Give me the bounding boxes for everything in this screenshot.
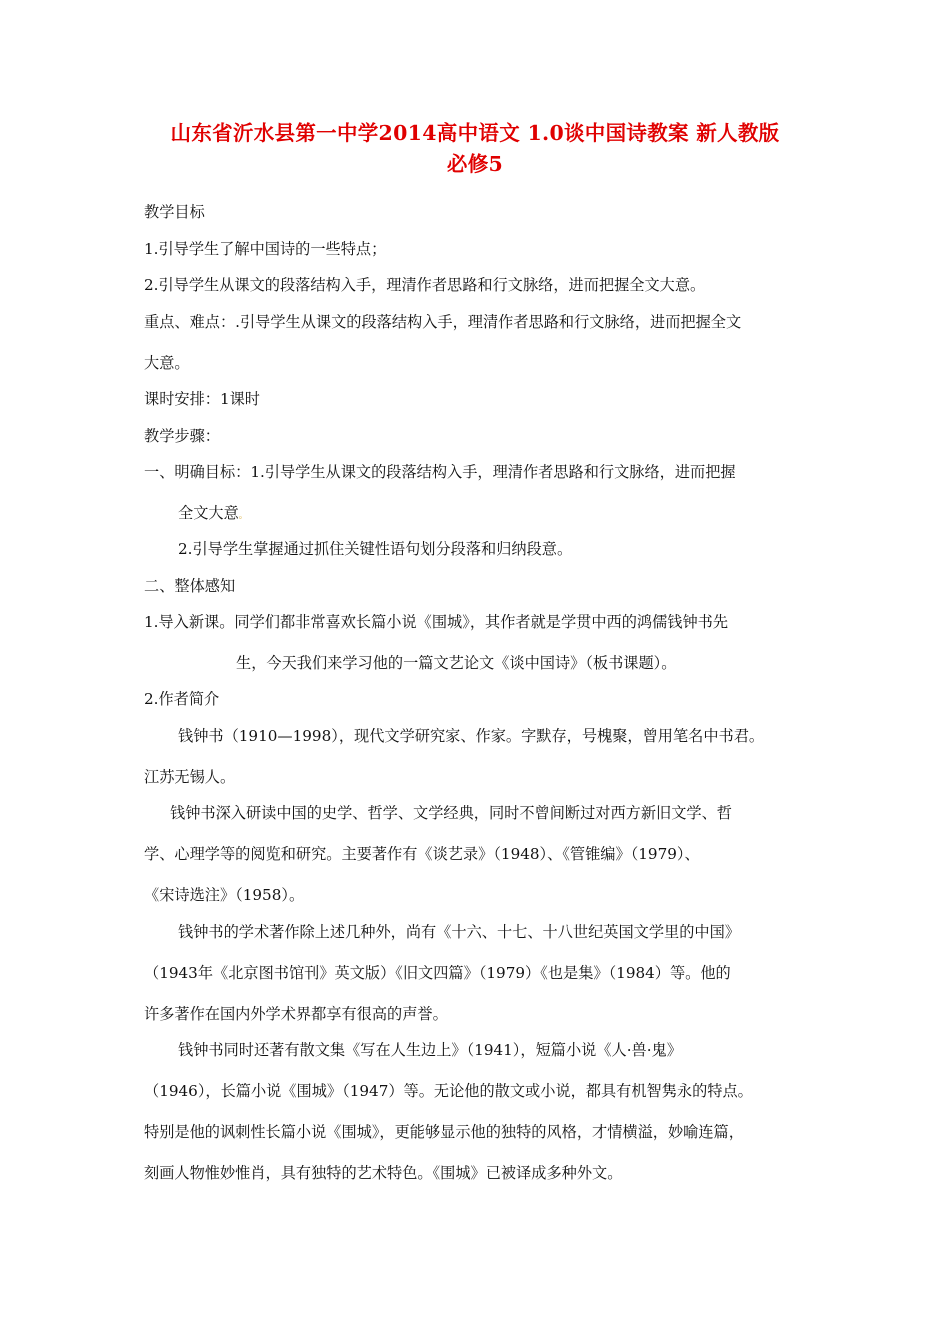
key-points: 重点、难点：.引导学生从课文的段落结构入手，理清作者思路和行文脉络，进而把握全文 (144, 313, 742, 331)
author-para-1-cont: 江苏无锡人。 (144, 768, 236, 786)
intro-new-lesson-cont: 生，今天我们来学习他的一篇文艺论文《谈中国诗》（板书课题）。 (236, 654, 677, 672)
author-para-4-cont: （1946），长篇小说《围城》（1947）等。无论他的散文或小说，都具有机智隽永的特点。 (144, 1082, 753, 1100)
author-para-2-end: 《宋诗选注》（1958）。 (144, 886, 305, 904)
page-title (120, 118, 830, 180)
period-mark: 。 (238, 511, 248, 521)
author-para-2-cont: 学、心理学等的阅览和研究。主要著作有《谈艺录》（1948）、《管锥编》（1979）、 (144, 845, 700, 863)
section-overview: 二、整体感知 (144, 577, 236, 595)
author-para-4: 钱钟书同时还著有散文集《写在人生边上》（1941），短篇小说《人·兽·鬼》 (178, 1041, 682, 1059)
author-para-2: 钱钟书深入研读中国的史学、哲学、文学经典，同时不曾间断过对西方新旧文学、哲 (170, 804, 732, 822)
objective-2: 2.引导学生从课文的段落结构入手，理清作者思路和行文脉络，进而把握全文大意。 (144, 276, 706, 294)
section-heading-objectives: 教学目标 (144, 203, 205, 221)
objective-1: 1.引导学生了解中国诗的一些特点； (144, 240, 387, 258)
steps-heading: 教学步骤： (144, 427, 220, 445)
author-para-3-cont: （1943年《北京图书馆刊》英文版）《旧文四篇》（1979）《也是集》（1984）等。他的 (144, 964, 731, 982)
step-1-goal-cont (178, 503, 248, 526)
key-points-cont: 大意。 (144, 354, 190, 372)
intro-new-lesson: 1.导入新课。同学们都非常喜欢长篇小说《围城》，其作者就是学贯中西的鸿儒钱钟书先 (144, 613, 729, 631)
step-1-goal-2: 2.引导学生掌握通过抓住关键性语句划分段落和归纳段意。 (178, 540, 573, 558)
author-para-4-cont-2: 特别是他的讽刺性长篇小说《围城》，更能够显示他的独特的风格，才情横溢，妙喻连篇， (144, 1123, 744, 1141)
author-para-1: 钱钟书（1910—1998），现代文学研究家、作家。字默存，号槐聚，曾用笔名中书君。 (178, 727, 765, 745)
schedule: 课时安排：1课时 (144, 390, 260, 408)
author-para-4-end: 刻画人物惟妙惟肖，具有独特的艺术特色。《围城》已被译成多种外文。 (144, 1164, 623, 1182)
author-heading: 2.作者简介 (144, 690, 220, 708)
author-para-3: 钱钟书的学术著作除上述几种外，尚有《十六、十七、十八世纪英国文学里的中国》 (178, 923, 740, 941)
step-1-goal: 一、明确目标：1.引导学生从课文的段落结构入手，理清作者思路和行文脉络，进而把握 (144, 463, 736, 481)
title-line-1: 山东省沂水县第一中学2014高中语文 1.0谈中国诗教案 新人教版 (170, 121, 780, 145)
author-para-3-end: 许多著作在国内外学术界都享有很高的声誉。 (144, 1005, 448, 1023)
step-1-goal-cont-text: 全文大意 (178, 504, 239, 522)
title-line-2: 必修5 (446, 152, 504, 176)
